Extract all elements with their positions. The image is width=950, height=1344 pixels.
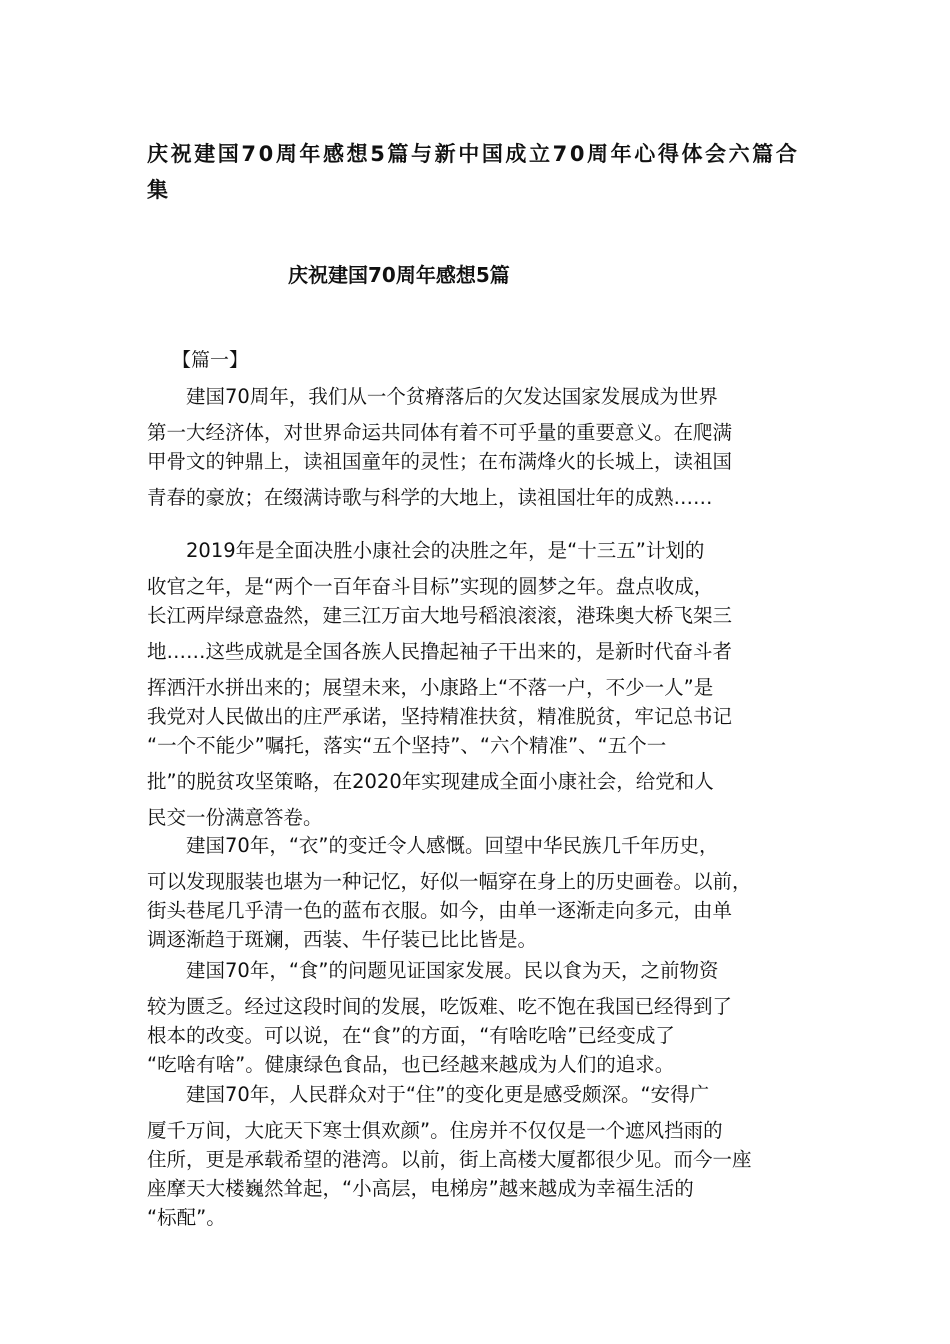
paragraph-line: 第一大经济体，对世界命运共同体有着不可乎量的重要意义。在爬满 [147,421,733,444]
paragraph-line: 住所，更是承载希望的港湾。以前，街上高楼大厦都很少见。而今一座 [147,1148,752,1171]
paragraph-line: 批”的脱贫攻坚策略，在2020年实现建成全面小康社会，给党和人 [147,770,714,793]
paragraph-line: 甲骨文的钟鼎上，读祖国童年的灵性；在布满烽火的长城上，读祖国 [147,450,733,473]
paragraph-line: 可以发现服装也堪为一种记忆，好似一幅穿在身上的历史画卷。以前， [147,870,752,893]
paragraph-line: 建国70年，“衣”的变迁令人感慨。回望中华民族几千年历史， [147,834,719,857]
paragraph-line: 2019年是全面决胜小康社会的决胜之年，是“十三五”计划的 [147,539,705,562]
paragraph-line: 厦千万间，大庇天下寒士俱欢颜”。住房并不仅仅是一个遮风挡雨的 [147,1119,723,1142]
paragraph-line: 民交一份满意答卷。 [147,806,323,829]
paragraph-5 [147,1080,807,1232]
paragraph-line: “吃啥有啥”。健康绿色食品，也已经越来越成为人们的追求。 [147,1053,675,1076]
piece-label: 【篇一】 [172,349,249,371]
paragraph-line: 调逐渐趋于斑斓，西装、牛仔装已比比皆是。 [147,928,538,951]
paragraph-2 [147,536,807,832]
paragraph-line: 青春的豪放；在缀满诗歌与科学的大地上，读祖国壮年的成熟…… [147,486,713,509]
paragraph-line: 建国70年，“食”的问题见证国家发展。民以食为天，之前物资 [147,959,719,982]
paragraph-line: 挥洒汗水拼出来的；展望未来，小康路上“不落一户，不少一人”是 [147,676,714,699]
paragraph-3 [147,831,807,954]
document-title: 庆祝建国70周年感想5篇与新中国成立70周年心得体会六篇合集 [147,142,800,202]
paragraph-line: 建国70年，人民群众对于“住”的变化更是感受颇深。“安得广 [147,1083,710,1106]
paragraph-line: 根本的改变。可以说，在“食”的方面，“有啥吃啥”已经变成了 [147,1024,675,1047]
paragraph-line: 建国70周年，我们从一个贫瘠落后的欠发达国家发展成为世界 [147,385,718,408]
paragraph-line: 座摩天大楼巍然耸起，“小高层，电梯房”越来越成为幸福生活的 [147,1177,694,1200]
paragraph-line: 长江两岸绿意盎然，建三江万亩大地号稻浪滚滚，港珠奥大桥飞架三 [147,604,733,627]
paragraph-line: 地……这些成就是全国各族人民撸起袖子干出来的，是新时代奋斗者 [147,640,733,663]
paragraph-line: “一个不能少”嘱托，落实“五个坚持”、“六个精准”、“五个一 [147,734,667,757]
paragraph-line: 收官之年，是“两个一百年奋斗目标”实现的圆梦之年。盘点收成， [147,575,714,598]
paragraph-line: 街头巷尾几乎清一色的蓝布衣服。如今，由单一逐渐走向多元，由单 [147,899,733,922]
paragraph-1 [147,382,807,512]
section-title: 庆祝建国70周年感想5篇 [288,263,510,287]
paragraph-4 [147,956,807,1079]
paragraph-line: “标配”。 [147,1206,226,1229]
paragraph-line: 我党对人民做出的庄严承诺，坚持精准扶贫，精准脱贫，牢记总书记 [147,705,733,728]
paragraph-line: 较为匮乏。经过这段时间的发展，吃饭难、吃不饱在我国已经得到了 [147,995,733,1018]
